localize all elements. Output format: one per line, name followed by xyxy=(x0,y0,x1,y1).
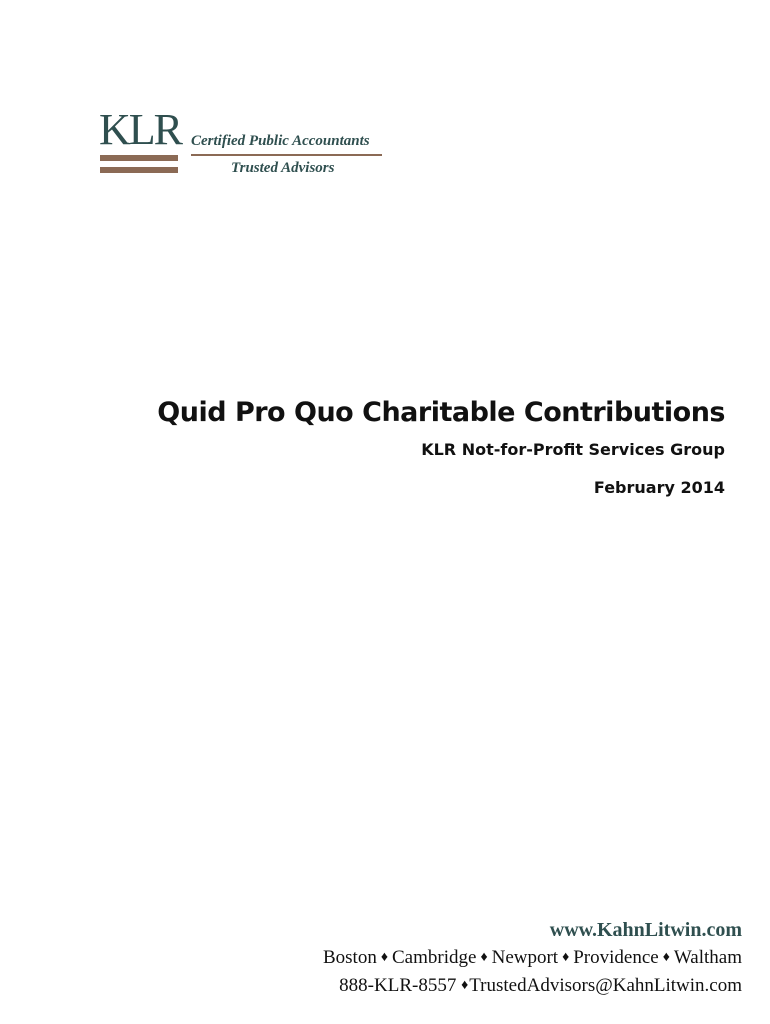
document-date: February 2014 xyxy=(593,478,725,497)
website-link[interactable]: www.KahnLitwin.com xyxy=(549,919,742,941)
footer xyxy=(323,915,742,1001)
diamond-separator-icon: ♦ xyxy=(380,950,388,965)
logo-mark: KLR xyxy=(99,105,181,154)
contact-line xyxy=(323,973,742,1001)
office-location: Providence xyxy=(573,947,659,968)
office-location: Boston xyxy=(322,947,377,968)
logo-divider xyxy=(191,154,382,156)
diamond-separator-icon: ♦ xyxy=(480,950,488,965)
title-block xyxy=(157,393,725,501)
document-title: Quid Pro Quo Charitable Contributions xyxy=(157,397,725,428)
phone-number: 888-KLR-8557 xyxy=(339,975,457,996)
office-locations xyxy=(323,945,742,973)
logo-bar-top xyxy=(100,155,178,161)
office-location: Newport xyxy=(491,947,559,968)
document-subtitle: KLR Not-for-Profit Services Group xyxy=(421,440,725,459)
diamond-separator-icon: ♦ xyxy=(662,950,670,965)
diamond-separator-icon: ♦ xyxy=(461,978,469,993)
email-address[interactable]: TrustedAdvisors@KahnLitwin.com xyxy=(469,975,742,996)
office-location: Waltham xyxy=(673,947,742,968)
office-location: Cambridge xyxy=(392,947,477,968)
logo-tagline-primary: Certified Public Accountants xyxy=(191,133,370,149)
logo-tagline-secondary: Trusted Advisors xyxy=(231,160,335,176)
company-logo xyxy=(99,105,389,180)
diamond-separator-icon: ♦ xyxy=(562,950,570,965)
logo-bar-bottom xyxy=(100,167,178,173)
